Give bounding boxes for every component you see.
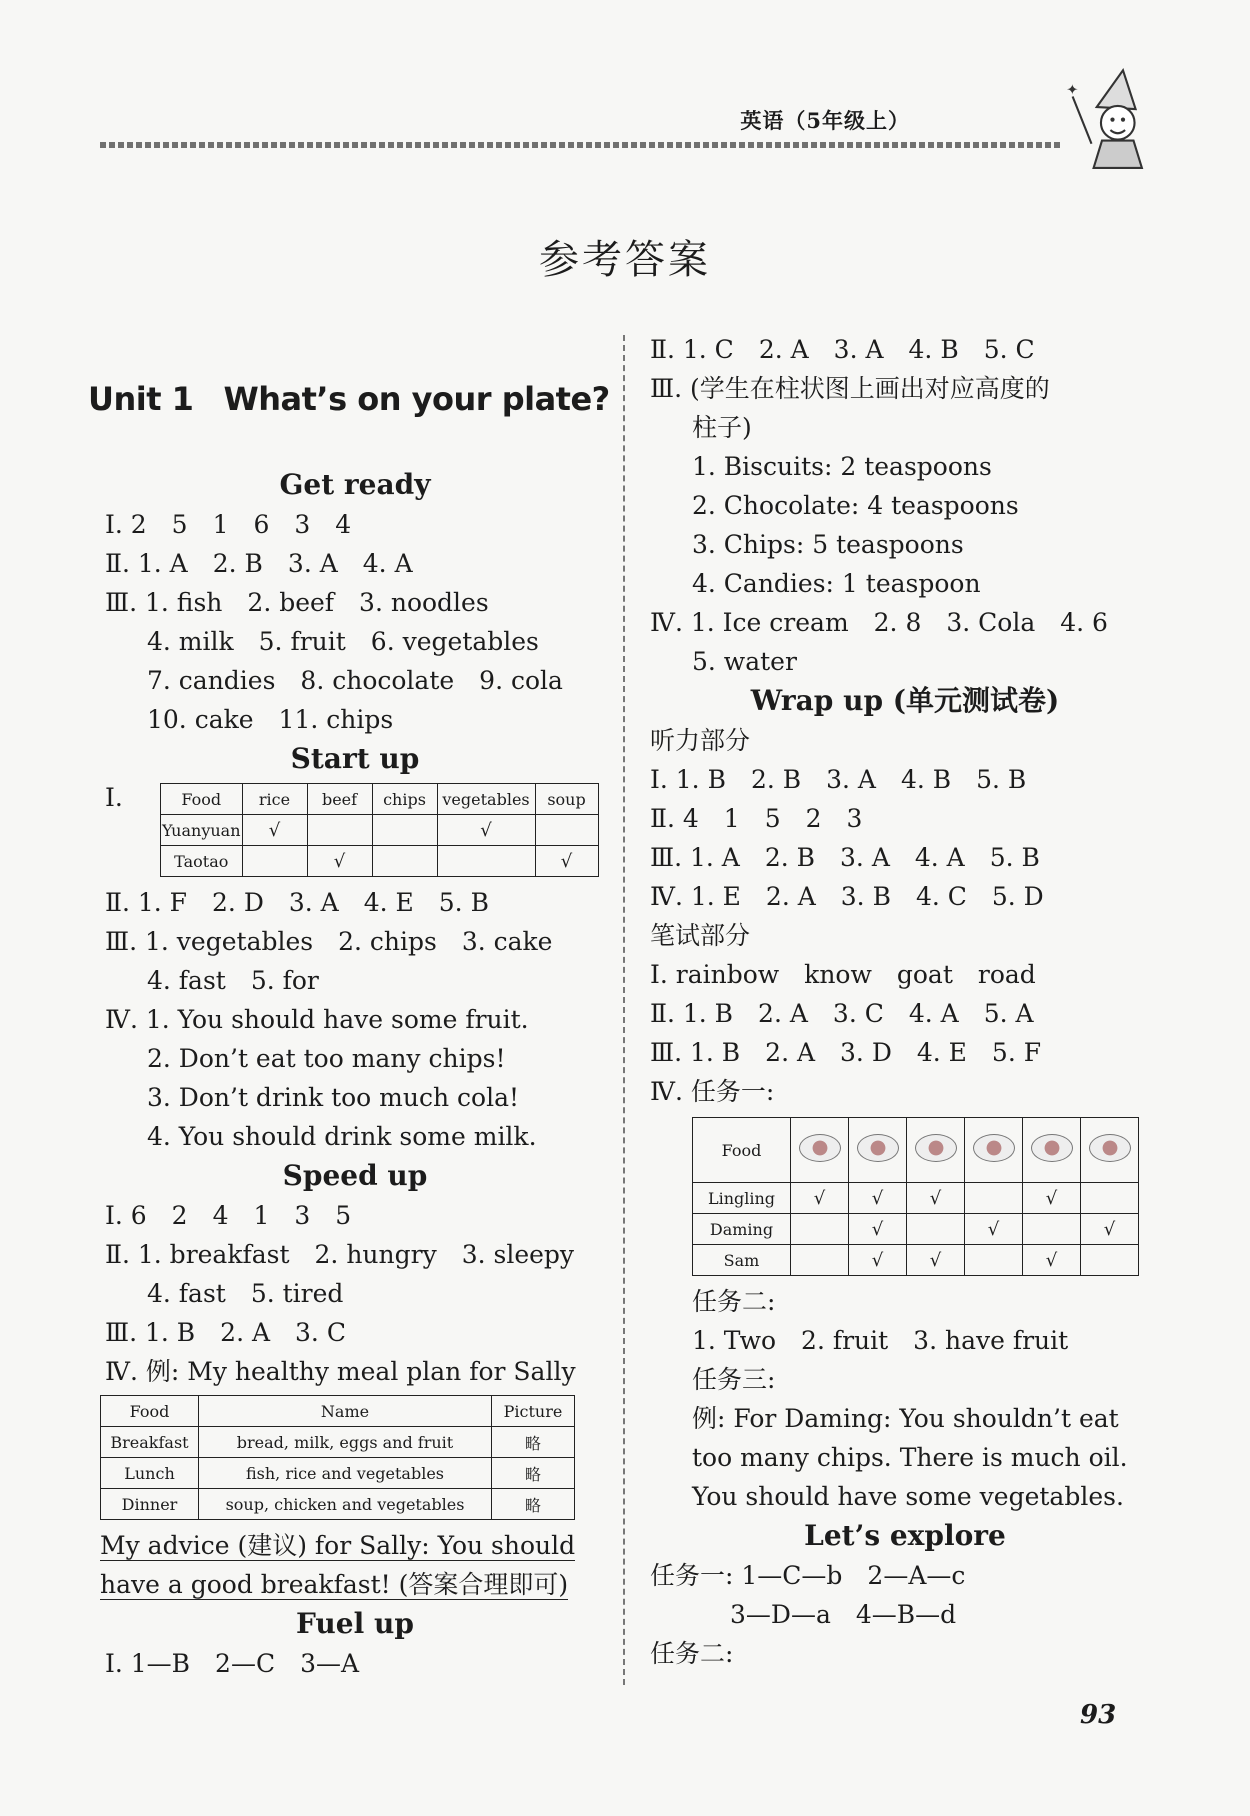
wizard-mascot-icon	[1060, 65, 1165, 170]
food-plate-icon	[857, 1134, 899, 1162]
answer-line: Ⅰ. 6 2 4 1 3 5	[105, 1201, 352, 1230]
table-row	[693, 1245, 1139, 1276]
section-heading: Wrap up (单元测试卷)	[750, 684, 1060, 717]
table-cell	[907, 1214, 965, 1245]
subsection-label: 笔试部分	[650, 921, 751, 950]
table-header: rice	[242, 784, 307, 815]
food-picture-cell	[965, 1118, 1023, 1183]
table-cell	[372, 846, 437, 877]
table-cell	[1081, 1245, 1139, 1276]
answer-line: Ⅲ. 1. vegetables 2. chips 3. cake	[105, 927, 553, 956]
table-cell: √	[965, 1214, 1023, 1245]
column-divider	[623, 335, 625, 1685]
task-label: 任务二:	[692, 1287, 776, 1316]
table-cell: √	[907, 1183, 965, 1214]
answer-line: 2. Don’t eat too many chips!	[147, 1044, 506, 1073]
answer-line: 4. Candies: 1 teaspoon	[692, 569, 981, 598]
unit-number: Unit 1	[88, 380, 194, 418]
table-cell	[307, 815, 372, 846]
food-plate-icon	[973, 1134, 1015, 1162]
table-cell	[1023, 1214, 1081, 1245]
table-cell: √	[242, 815, 307, 846]
advice-line	[100, 1565, 605, 1604]
table-header: Food	[693, 1118, 791, 1183]
answer-line: Ⅱ. 4 1 5 2 3	[650, 804, 863, 833]
table-header: Picture	[492, 1396, 575, 1427]
table-header: Food	[101, 1396, 199, 1427]
table-cell: √	[849, 1214, 907, 1245]
table-cell	[242, 846, 307, 877]
food-plate-icon	[1089, 1134, 1131, 1162]
answer-line: Ⅳ. 例: My healthy meal plan for Sally	[105, 1357, 576, 1386]
page-title: 参考答案	[539, 237, 711, 283]
food-picture-cell	[1081, 1118, 1139, 1183]
answer-line: Ⅰ. rainbow know goat road	[650, 960, 1036, 989]
table-cell: Breakfast	[101, 1427, 199, 1458]
food-picture-cell	[1023, 1118, 1081, 1183]
answer-line: Ⅲ. 1. B 2. A 3. D 4. E 5. F	[650, 1038, 1042, 1067]
answer-line: 任务一: 1—C—b 2—A—c	[650, 1561, 966, 1590]
answer-line: 4. milk 5. fruit 6. vegetables	[147, 627, 539, 656]
table-cell: fish, rice and vegetables	[199, 1458, 492, 1489]
table-cell: Dinner	[101, 1489, 199, 1520]
table-row	[101, 1427, 575, 1458]
food-check-table	[692, 1117, 1139, 1276]
answer-line: Ⅰ. 1. B 2. B 3. A 4. B 5. B	[650, 765, 1027, 794]
table-cell: √	[307, 846, 372, 877]
table-cell: Taotao	[161, 846, 243, 877]
section-heading: Get ready	[279, 468, 431, 501]
food-plate-icon	[1031, 1134, 1073, 1162]
food-choice-table-wrap	[105, 783, 605, 877]
task-label: 任务三:	[692, 1365, 776, 1394]
food-choice-table	[160, 783, 599, 877]
table-row	[693, 1214, 1139, 1245]
table-cell	[372, 815, 437, 846]
answer-line: Ⅱ. 1. F 2. D 3. A 4. E 5. B	[105, 888, 489, 917]
table-cell: √	[1023, 1183, 1081, 1214]
table-header: beef	[307, 784, 372, 815]
table-row	[161, 846, 599, 877]
answer-line: Ⅳ. 1. Ice cream 2. 8 3. Cola 4. 6	[650, 608, 1108, 637]
answer-line: Ⅲ. (学生在柱状图上画出对应高度的	[650, 374, 1050, 403]
answer-line: Ⅲ. 1. fish 2. beef 3. noodles	[105, 588, 489, 617]
page-number: 93	[1080, 1700, 1117, 1730]
left-column	[100, 465, 605, 1683]
answer-line: too many chips. There is much oil.	[692, 1443, 1128, 1472]
table-cell: Sam	[693, 1245, 791, 1276]
food-picture-cell	[907, 1118, 965, 1183]
answer-line: 4. fast 5. tired	[147, 1279, 344, 1308]
subsection-label: 听力部分	[650, 726, 751, 755]
section-heading: Start up	[290, 742, 420, 775]
answer-line: Ⅳ. 1. You should have some fruit.	[105, 1005, 529, 1034]
table-cell: 略	[492, 1458, 575, 1489]
section-heading: Let’s explore	[804, 1519, 1006, 1552]
answer-line: 柱子)	[692, 413, 752, 442]
answer-line: Ⅱ. 1. B 2. A 3. C 4. A 5. A	[650, 999, 1034, 1028]
section-heading: Fuel up	[296, 1607, 414, 1640]
unit-name: What’s on your plate?	[223, 380, 610, 418]
answer-line: 3. Don’t drink too much cola!	[147, 1083, 520, 1112]
answer-line: 3—D—a 4—B—d	[730, 1600, 957, 1629]
food-plate-icon	[799, 1134, 841, 1162]
table-cell: √	[849, 1183, 907, 1214]
answer-line: 7. candies 8. chocolate 9. cola	[147, 666, 563, 695]
answer-line: 例: For Daming: You shouldn’t eat	[692, 1404, 1119, 1433]
item-label: Ⅰ.	[105, 783, 123, 812]
advice-line	[100, 1526, 605, 1565]
table-row	[101, 1458, 575, 1489]
answer-line: 任务二:	[650, 1639, 734, 1668]
answer-line: 2. Chocolate: 4 teaspoons	[692, 491, 1019, 520]
table-cell	[1081, 1183, 1139, 1214]
table-cell: √	[1081, 1214, 1139, 1245]
table-cell: Yuanyuan	[161, 815, 243, 846]
food-picture-cell	[849, 1118, 907, 1183]
table-cell: Lingling	[693, 1183, 791, 1214]
answer-line: Ⅰ. 2 5 1 6 3 4	[105, 510, 352, 539]
answer-line: You should have some vegetables.	[692, 1482, 1124, 1511]
table-header: Food	[161, 784, 243, 815]
answer-line: 4. fast 5. for	[147, 966, 319, 995]
header-text: 英语（5年级上）	[740, 108, 910, 133]
table-cell: √	[849, 1245, 907, 1276]
table-header: vegetables	[437, 784, 535, 815]
food-picture-cell	[791, 1118, 849, 1183]
table-cell	[965, 1245, 1023, 1276]
right-column	[650, 330, 1160, 1673]
header-rule	[100, 142, 1060, 148]
table-cell: √	[1023, 1245, 1081, 1276]
meal-plan-table	[100, 1395, 575, 1520]
answer-line: 10. cake 11. chips	[147, 705, 394, 734]
answer-line: Ⅳ. 任务一:	[650, 1077, 775, 1106]
table-cell: √	[437, 815, 535, 846]
unit-title	[88, 380, 610, 418]
table-cell: soup, chicken and vegetables	[199, 1489, 492, 1520]
table-cell: Daming	[693, 1214, 791, 1245]
table-cell: Lunch	[101, 1458, 199, 1489]
answer-line: Ⅰ. 1—B 2—C 3—A	[105, 1649, 360, 1678]
answer-line: Ⅳ. 1. E 2. A 3. B 4. C 5. D	[650, 882, 1044, 911]
section-heading: Speed up	[282, 1159, 428, 1192]
table-cell	[965, 1183, 1023, 1214]
answer-line: 1. Biscuits: 2 teaspoons	[692, 452, 992, 481]
answer-line: Ⅱ. 1. C 2. A 3. A 4. B 5. C	[650, 335, 1035, 364]
table-cell: √	[535, 846, 598, 877]
table-cell: √	[907, 1245, 965, 1276]
table-row	[693, 1183, 1139, 1214]
food-plate-icon	[915, 1134, 957, 1162]
table-cell: √	[791, 1183, 849, 1214]
answer-line: 4. You should drink some milk.	[147, 1122, 537, 1151]
table-header: Name	[199, 1396, 492, 1427]
advice-text: My advice (建议) for Sally: You should	[100, 1531, 576, 1560]
table-cell: 略	[492, 1427, 575, 1458]
table-cell	[791, 1214, 849, 1245]
table-cell	[535, 815, 598, 846]
answer-line: Ⅱ. 1. breakfast 2. hungry 3. sleepy	[105, 1240, 575, 1269]
table-header: chips	[372, 784, 437, 815]
answer-line: Ⅱ. 1. A 2. B 3. A 4. A	[105, 549, 413, 578]
svg-text:✦: ✦	[1066, 81, 1079, 99]
page-header	[100, 95, 1060, 150]
answer-line: Ⅲ. 1. B 2. A 3. C	[105, 1318, 346, 1347]
answer-line: 3. Chips: 5 teaspoons	[692, 530, 964, 559]
table-row	[101, 1489, 575, 1520]
answer-line: 1. Two 2. fruit 3. have fruit	[692, 1326, 1069, 1355]
advice-text: have a good breakfast! (答案合理即可)	[100, 1570, 569, 1599]
table-cell	[437, 846, 535, 877]
answer-line: Ⅲ. 1. A 2. B 3. A 4. A 5. B	[650, 843, 1040, 872]
table-cell: bread, milk, eggs and fruit	[199, 1427, 492, 1458]
answer-line: 5. water	[692, 647, 797, 676]
table-cell	[791, 1245, 849, 1276]
table-header: soup	[535, 784, 598, 815]
table-cell: 略	[492, 1489, 575, 1520]
table-row	[161, 815, 599, 846]
